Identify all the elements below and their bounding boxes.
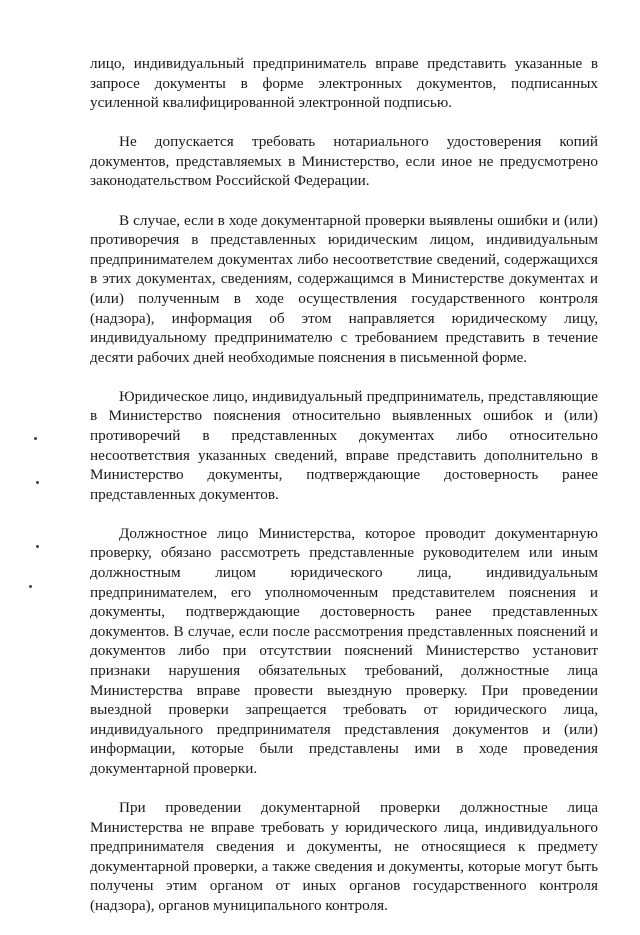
scan-speck xyxy=(29,585,32,588)
paragraph-6: При проведении документарной проверки должностные лица Министерства не вправе требовать у юридического лица, индивидуального предпринимателя сведения и документы, не относящиеся к предмету документарной проверки, а также сведения и документы, которые могут быть получены этим органом от иных органов государственного контроля (надзора), органов муниципального контроля. xyxy=(90,799,598,915)
scan-speck xyxy=(36,481,39,484)
document-page xyxy=(90,54,598,935)
paragraph-5: Должностное лицо Министерства, которое проводит документарную проверку, обязано рассмотреть представленные руководителем или иным должностным лицом юридического лица, индивидуальным предпринимателем, его уполномоченным представителем пояснения и документы, подтверждающие достоверность ранее представленных документов. В случае, если после рассмотрения представленных пояснений и документов либо при отсутствии пояснений Министерство установит признаки нарушения обязательных требований, должностные лица Министерства вправе провести выездную проверку. При проведении выездной проверки запрещается требовать от юридического лица, индивидуального предпринимателя представления документов и (или) информации, которые были представлены ими в ходе проведения документарной проверки. xyxy=(90,524,598,777)
paragraph-1: лицо, индивидуальный предприниматель вправе представить указанные в запросе документы в форме электронных документов, подписанных усиленной квалифицированной электронной подписью. xyxy=(90,55,598,112)
paragraph-2: Не допускается требовать нотариального удостоверения копий документов, представляемых в Министерство, если иное не предусмотрено законодательством Российской Федерации. xyxy=(90,133,598,190)
scan-speck xyxy=(36,545,39,548)
paragraph-3: В случае, если в ходе документарной проверки выявлены ошибки и (или) противоречия в представленных юридическим лицом, индивидуальным предпринимателем документах либо несоответствие сведений, содержащихся в этих документах, сведениям, содержащимся в Министерстве документах и (или) полученным в ходе осуществления государственного контроля (надзора), информация об этом направляется юридическому лицу, индивидуальному предпринимателю с требованием представить в течение десяти рабочих дней необходимые пояснения в письменной форме. xyxy=(90,211,598,366)
scan-speck xyxy=(34,437,37,440)
paragraph-4: Юридическое лицо, индивидуальный предприниматель, представляющие в Министерство пояснения относительно выявленных ошибок и (или) противоречий в представленных документах либо относительно несоответствия указанных сведений, вправе представить дополнительно в Министерство документы, подтверждающие достоверность ранее представленных документов. xyxy=(90,387,598,503)
